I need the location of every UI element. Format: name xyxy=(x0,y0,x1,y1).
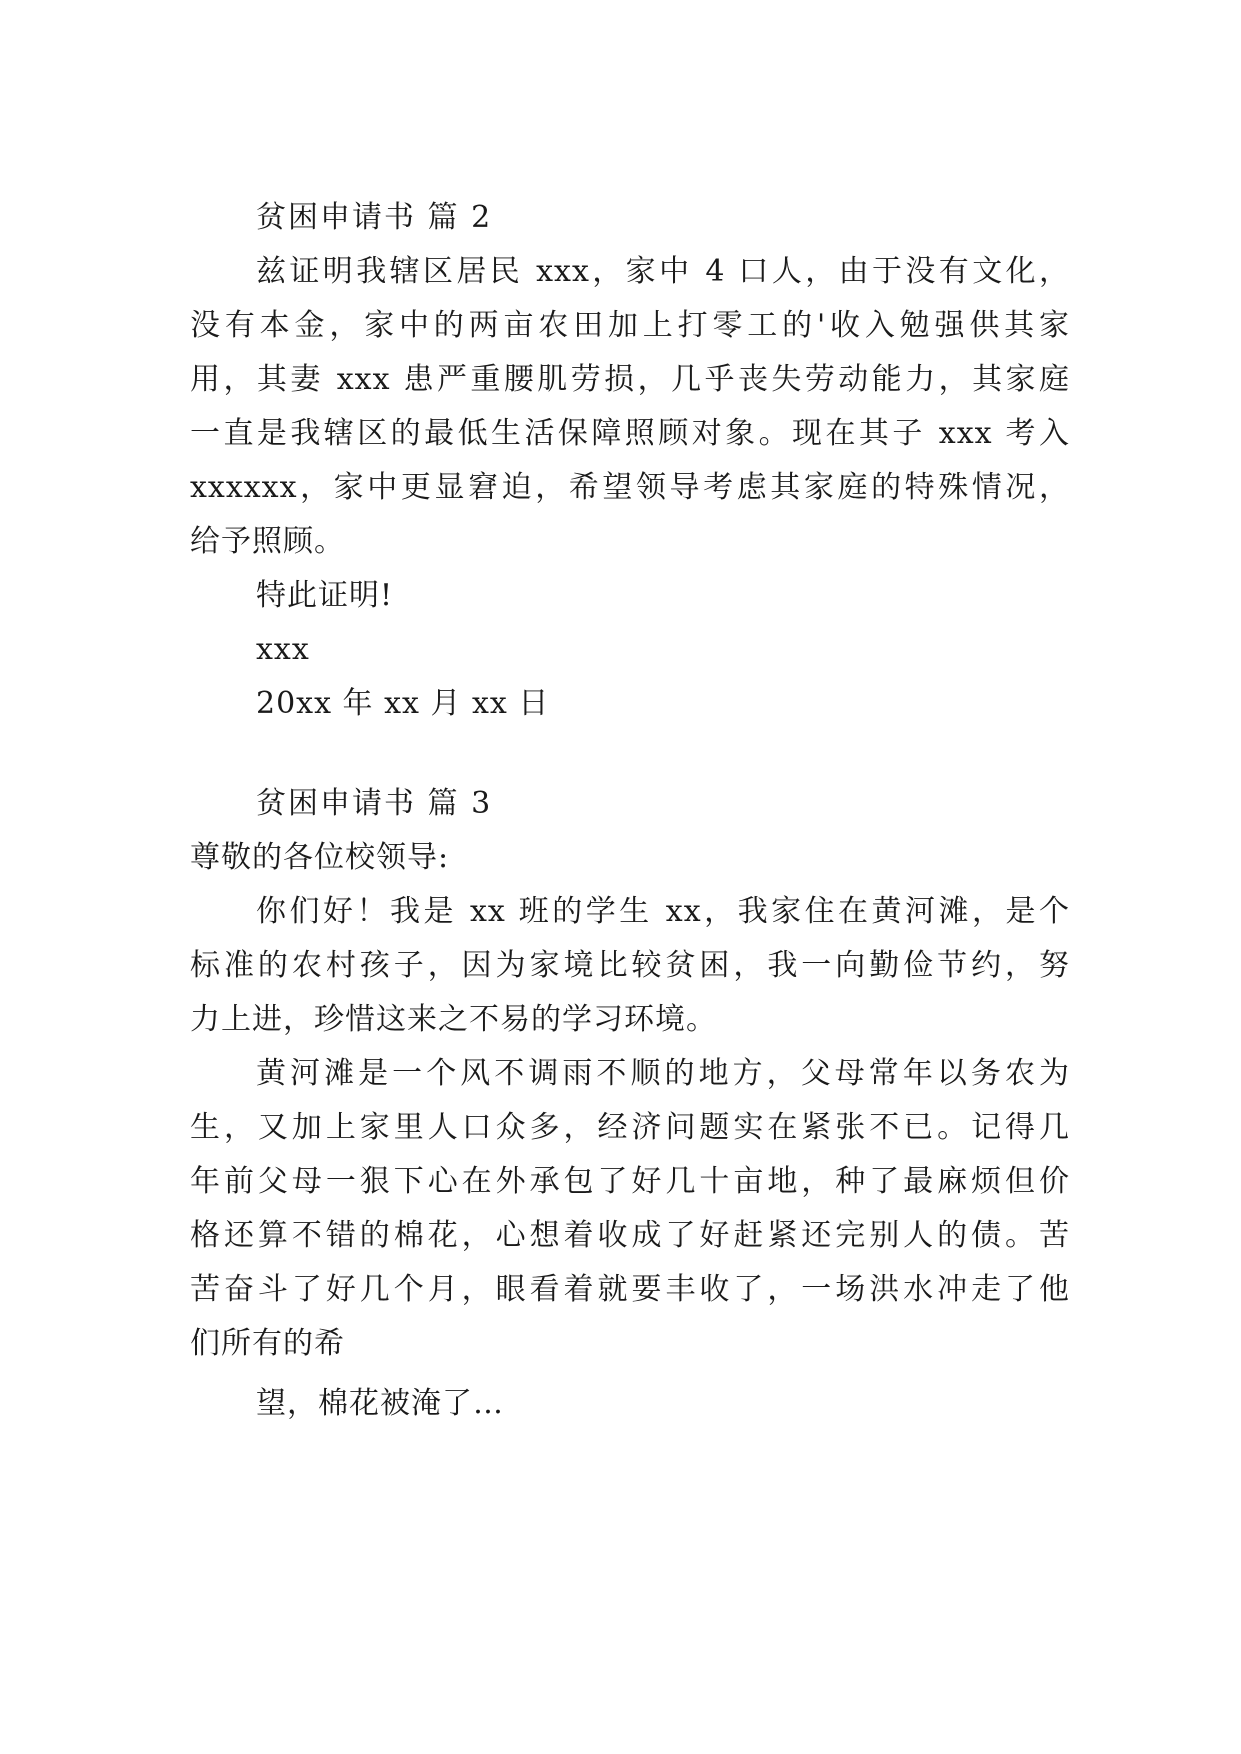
paragraph-line: 一直是我辖区的最低生活保障照顾对象。现在其子 xxx 考入 xyxy=(190,416,1070,451)
paragraph-line: 没有本金，家中的两亩农田加上打零工的'收入勉强供其家 xyxy=(190,308,1070,343)
paragraph-line: 格还算不错的棉花，心想着收成了好赶紧还完别人的债。苦 xyxy=(190,1218,1070,1253)
document-date: 20xx 年 xx 月 xx 日 xyxy=(256,686,550,721)
paragraph-line: 用，其妻 xxx 患严重腰肌劳损，几乎丧失劳动能力，其家庭 xyxy=(190,362,1070,397)
section-2-heading: 贫困申请书 篇 2 xyxy=(256,200,493,235)
paragraph-line: 黄河滩是一个风不调雨不顺的地方，父母常年以务农为 xyxy=(256,1056,1070,1091)
signer-name: xxx xyxy=(256,632,310,667)
paragraph-line: 标准的农村孩子，因为家境比较贫困，我一向勤俭节约，努 xyxy=(190,948,1070,983)
paragraph-line: 力上进，珍惜这来之不易的学习环境。 xyxy=(190,1002,717,1037)
paragraph-line: 你们好！我是 xx 班的学生 xx，我家住在黄河滩，是个 xyxy=(256,894,1070,929)
closing-text: 特此证明! xyxy=(256,578,394,613)
paragraph-line: 给予照顾。 xyxy=(190,524,345,559)
paragraph-line: 年前父母一狠下心在外承包了好几十亩地，种了最麻烦但价 xyxy=(190,1164,1070,1199)
paragraph-line: 苦奋斗了好几个月，眼看着就要丰收了，一场洪水冲走了他 xyxy=(190,1272,1070,1307)
continuation-text: 望，棉花被淹了… xyxy=(256,1386,504,1421)
paragraph-line: xxxxxx，家中更显窘迫，希望领导考虑其家庭的特殊情况， xyxy=(190,470,1070,505)
paragraph-line: 兹证明我辖区居民 xxx，家中 4 口人，由于没有文化， xyxy=(256,254,1070,289)
paragraph-line: 们所有的希 xyxy=(190,1326,345,1361)
salutation: 尊敬的各位校领导: xyxy=(190,840,450,875)
section-3-heading: 贫困申请书 篇 3 xyxy=(256,786,493,821)
paragraph-line: 生，又加上家里人口众多，经济问题实在紧张不已。记得几 xyxy=(190,1110,1070,1145)
